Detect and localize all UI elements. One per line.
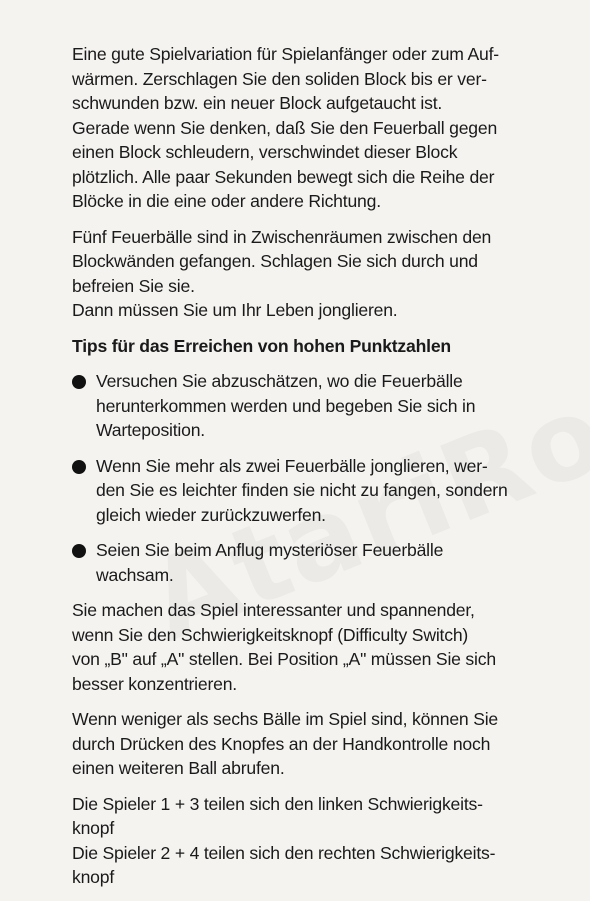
text-line: Warteposition. bbox=[96, 420, 205, 440]
text-line: Wenn Sie mehr als zwei Feuerbälle jonglieren, wer- bbox=[96, 455, 488, 476]
text-line: Die Spieler 2 + 4 teilen sich den rechten Schwierigkeits- bbox=[72, 842, 496, 863]
text-line: Wenn weniger als sechs Bälle im Spiel sind, können Sie bbox=[72, 709, 499, 729]
text-line: Gerade wenn Sie denken, daß Sie den Feuerball gegen bbox=[72, 117, 498, 138]
text-line: knopf bbox=[72, 867, 115, 887]
text-line: Dann müssen Sie um Ihr Leben jonglieren. bbox=[72, 300, 398, 320]
tips-list bbox=[72, 369, 544, 587]
list-item bbox=[72, 369, 544, 443]
text-line: herunterkommen werden und begeben Sie sich in bbox=[96, 395, 476, 416]
text-line: Blockwänden gefangen. Schlagen Sie sich durch und bbox=[72, 251, 478, 271]
text-line: Blöcke in die eine oder andere Richtung. bbox=[72, 191, 381, 211]
text-line: Eine gute Spielvariation für Spielanfänger oder zum Auf- bbox=[72, 44, 499, 64]
text-line: von „B" auf „A" stellen. Bei Position „A" müssen Sie sich bbox=[72, 649, 496, 669]
text-line: Fünf Feuerbälle sind in Zwischenräumen zwischen den bbox=[72, 226, 492, 247]
text-line: knopf bbox=[72, 818, 115, 838]
text-line: wärmen. Zerschlagen Sie den soliden Block bis er ver- bbox=[72, 68, 487, 89]
list-item bbox=[72, 454, 544, 528]
bullet-icon bbox=[72, 460, 86, 474]
text-line: wachsam. bbox=[96, 564, 174, 585]
text-line: durch Drücken des Knopfes an der Handkontrolle noch bbox=[72, 733, 491, 754]
text-line: einen Block schleudern, verschwindet dieser Block bbox=[72, 142, 458, 162]
text-line: wenn Sie den Schwierigkeitsknopf (Difficulty Switch) bbox=[72, 624, 469, 645]
paragraph-intro-2 bbox=[72, 225, 544, 323]
text-line: gleich wieder zurückzuwerfen. bbox=[96, 504, 326, 525]
list-item bbox=[72, 538, 544, 587]
paragraph-players bbox=[72, 792, 544, 890]
text-line: besser konzentrieren. bbox=[72, 673, 237, 694]
text-line: Seien Sie beim Anflug mysteriöser Feuerbälle bbox=[96, 540, 444, 560]
text-line: den Sie es leichter finden sie nicht zu fangen, sondern bbox=[96, 480, 508, 500]
paragraph-intro-1 bbox=[72, 42, 544, 214]
tips-heading: Tips für das Erreichen von hohen Punktzahlen bbox=[72, 335, 451, 356]
bullet-icon bbox=[72, 544, 86, 558]
text-line: Sie machen das Spiel interessanter und spannender, bbox=[72, 600, 475, 620]
paragraph-difficulty bbox=[72, 598, 544, 696]
bullet-icon bbox=[72, 375, 86, 389]
text-line: plötzlich. Alle paar Sekunden bewegt sich die Reihe der bbox=[72, 166, 495, 187]
paragraph-balls bbox=[72, 707, 544, 781]
text-line: befreien Sie sie. bbox=[72, 275, 195, 296]
text-line: einen weiteren Ball abrufen. bbox=[72, 758, 285, 778]
text-line: schwunden bzw. ein neuer Block aufgetaucht ist. bbox=[72, 93, 443, 113]
text-line: Die Spieler 1 + 3 teilen sich den linken Schwierigkeits- bbox=[72, 793, 483, 814]
manual-page bbox=[72, 42, 544, 901]
text-line: Versuchen Sie abzuschätzen, wo die Feuerbälle bbox=[96, 371, 463, 391]
